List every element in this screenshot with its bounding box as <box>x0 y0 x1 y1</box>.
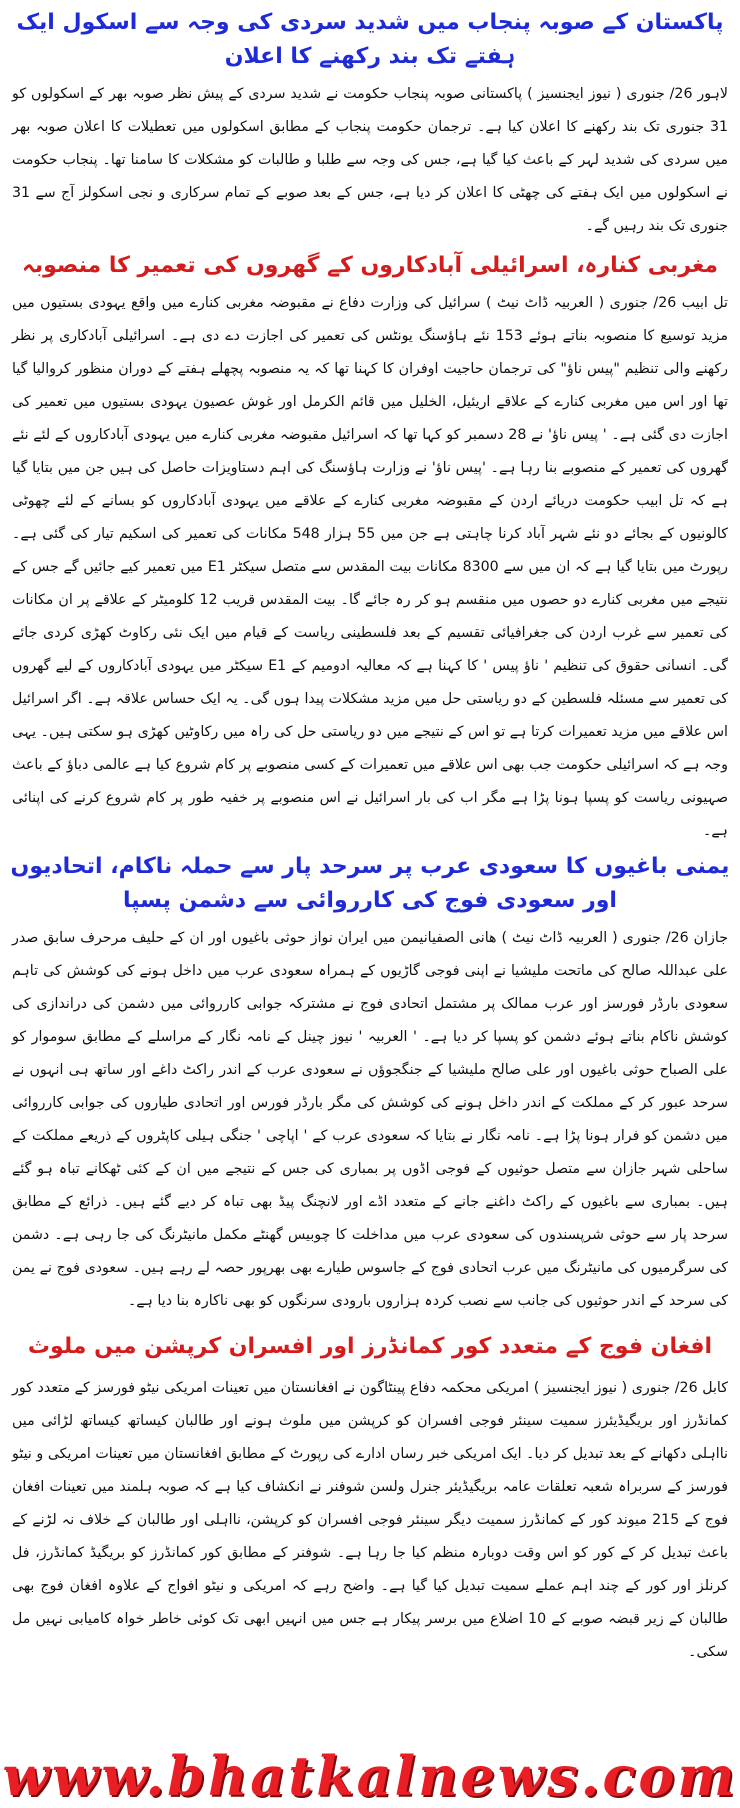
article-body: لاہور 26/ جنوری ( نیوز ایجنسیز ) پاکستانی صوبہ پنجاب حکومت نے شدید سردی کے پیش نظر صوبہ بھر کے اسکولوں کو 31 جنوری تک بند رکھنے کا اعلان کیا ہے۔ ترجمان حکومت پنجاب کے مطابق اسکولوں میں تعطیلات کا اعلان صوبہ بھر میں سردی کی شدید لہر کے باعث کیا گیا ہے، جس کی وجہ سے طلبا و طالبات کو مشکلات کا سامنا تھا۔ پنجاب حکومت نے اسکولوں میں ایک ہفتے کی چھٹی کا اعلان کر دیا ہے، جس کے بعد صوبے کے تمام سرکاری و نجی اسکولز آج سے 31 جنوری تک بند رہیں گے۔ <box>12 86 728 234</box>
watermark-url: www.bhatkalnews.com <box>2 1744 738 1808</box>
article-headline: مغربی کنارہ، اسرائیلی آبادکاروں کے گھروں کی تعمیر کا منصوبہ <box>21 253 719 278</box>
article-headline: یمنی باغیوں کا سعودی عرب پر سرحد پار سے حملہ ناکام، اتحادیوں اور سعودی فوج کی کارروائی سے دشمن پسپا <box>10 854 730 913</box>
article-yemen-saudi-border <box>8 848 732 1318</box>
article-afghan-army-corruption <box>8 1318 732 1669</box>
article-punjab-schools <box>8 0 732 243</box>
article-body: کابل 26/ جنوری ( نیوز ایجنسیز ) امریکی محکمہ دفاع پینٹاگون نے افغانستان میں تعینات امریکی نیٹو فورسز کے متعدد کور کمانڈرز اور بریگیڈیئرز سمیت سینئر فوجی افسران کو کرپشن میں ملوث ہونے اور طالبان کیساتھ کیساتھ لڑائی میں نااہلی دکھانے کے بعد تبدیل کر دیا۔ ایک امریکی خبر رساں ادارے کی رپورٹ کے مطابق افغانستان میں تعینات امریکی و نیٹو فورسز کے سربراہ شعبہ تعلقات عامہ بریگیڈیئر جنرل ولسن شوفنر نے انکشاف کیا ہے کہ صوبہ ہلمند میں تعینات افغان فوج کے 215 میوند کور کے کمانڈرز سمیت دیگر سینئر فوجی افسران کو کرپشن، نااہلی اور طالبان کے خلاف نہ لڑنے کے باعث تبدیل کر کے کور کو اس وقت دوبارہ منظم کیا جا رہا ہے۔ شوفنر کے مطابق کور کمانڈرز کو بریگیڈ کمانڈرز، فل کرنلز اور کور کے چند اہم عملے سمیت تبدیل کیا گیا ہے۔ واضح رہے کہ امریکی و نیٹو افواج کے علاوہ افغان فوج بھی طالبان کے زیر قبضہ صوبے کے 10 اضلاع میں برسر پیکار ہے جس میں انہیں ابھی تک کوئی خاطر خواہ کامیابی نہیں مل سکی۔ <box>12 1380 728 1660</box>
article-headline: افغان فوج کے متعدد کور کمانڈرز اور افسران کرپشن میں ملوث <box>27 1334 713 1359</box>
article-west-bank-settlements <box>8 243 732 848</box>
site-watermark <box>0 1744 740 1808</box>
article-body: جازان 26/ جنوری ( العربیہ ڈاٹ نیٹ ) ھانی الصفیانیمن میں ایران نواز حوثی باغیوں اور ان کے حلیف مرحرف سابق صدر علی عبداللہ صالح کی ماتحت ملیشیا نے اپنی فوجی گاڑیوں کے ہمراہ سعودی عرب میں داخل ہونے کی کوشش کی تاہم سعودی بارڈر فورسز اور عرب ممالک پر مشتمل اتحادی فوج نے مشترکہ جوابی کارروائی میں دشمن کی دراندازی کی کوشش ناکام بناتے ہوئے دشمن کو پسپا کر دیا ہے۔ ' العربیہ ' نیوز چینل کے نامہ نگار کے مراسلے کے مطابق سوموار کو علی الصباح حوثی باغیوں اور علی صالح ملیشیا کے جنگجوؤں نے سعودی عرب کے اندر راکٹ داغے اور ساتھ ہی انہوں نے سرحد عبور کر کے مملکت کے اندر داخل ہونے کی کوشش کی مگر بارڈر فورس اور اتحادی طیاروں کی جوابی کارروائی میں دشمن کو فرار ہونا پڑا ہے۔ نامہ نگار نے بتایا کہ سعودی عرب کے ' اپاچی ' جنگی ہیلی کاپٹروں کے ذریعے مملکت کے ساحلی شہر جازان سے متصل حوثیوں کے فوجی اڈوں پر بمباری کی جس کے نتیجے میں ان کے کئی ٹھکانے تباہ ہو گئے ہیں۔ بمباری سے باغیوں کے راکٹ داغنے جانے کے متعدد اڈے اور لانچنگ پیڈ بھی تباہ کر دیے گئے ہیں۔ ذرائع کے مطابق سرحد پار سے حوثی شرپسندوں کی سعودی عرب میں مداخلت کا چوبیس گھنٹے مکمل مانیٹرنگ کی جا رہی ہے۔ دشمن کی سرگرمیوں کی مانیٹرنگ میں عرب اتحادی فوج کے جاسوس طیارے بھی بھرپور حصہ لے رہے ہیں۔ سعودی فوج نے یمن کی سرحد کے اندر حوثیوں کی جانب سے نصب کردہ ہزاروں بارودی سرنگوں کو بھی ناکارہ بنا دیا ہے۔ <box>12 930 728 1309</box>
article-headline: پاکستان کے صوبہ پنجاب میں شدید سردی کی وجہ سے اسکول ایک ہفتے تک بند رکھنے کا اعلان <box>16 10 724 69</box>
article-body: تل ابیب 26/ جنوری ( العربیہ ڈاٹ نیٹ ) سرائیل کی وزارت دفاع نے مقبوضہ مغربی کنارے میں واقع یہودی بستیوں میں مزید توسیع کا منصوبہ بناتے ہوئے 153 نئے ہاؤسنگ یونٹس کی تعمیر کی اجازت دے دی ہے۔ اسرائیلی آبادکاری پر نظر رکھنے والی تنظیم "پیس ناؤ" کی ترجمان حاجیت اوفران کا کہنا تھا کہ یہ منصوبہ پچھلے ہفتے کے دوران منظور کروالیا گیا تھا اور اس میں مغربی کنارے کے علاقے اریئیل، الخلیل میں قائم الکرمل اور غوش عصیون یہودی بستیوں میں تعمیر کی اجازت دی گئی ہے۔ ' پیس ناؤ' نے 28 دسمبر کو کہا تھا کہ اسرائیل مقبوضہ مغربی کنارے میں یہودی آبادکاروں کے لئے نئے گھروں کی تعمیر کے منصوبے بنا رہا ہے۔ 'پیس ناؤ' نے وزارت ہاؤسنگ کی اہم دستاویزات حاصل کی ہیں جن میں بتایا گیا ہے کہ تل ابیب حکومت دریائے اردن کے مقبوضہ مغربی کنارے کے علاقے میں یہودی آبادکاروں کو بسانے کے لئے چھوٹی کالونیوں کے بجائے دو نئے شہر آباد کرنا چاہتی ہے جن میں 55 ہزار 548 مکانات کی تعمیر کی اسکیم تیار کی گئی ہے۔ رپورٹ میں بتایا گیا ہے کہ ان میں سے 8300 مکانات بیت المقدس سے متصل سیکٹر E1 میں تعمیر کیے جائیں گے جس کے نتیجے میں مغربی کنارے دو حصوں میں منقسم ہو کر رہ جائے گا۔ بیت المقدس قریب 12 کلومیٹر کے علاقے پر ان مکانات کی تعمیر سے غرب اردن کی جغرافیائی تقسیم کے بعد فلسطینی ریاست کے قیام میں ایک نئی رکاوٹ کھڑی کردی جائے گی۔ انسانی حقوق کی تنظیم ' ناؤ پیس ' کا کہنا ہے کہ معالیہ ادومیم کے E1 سیکٹر میں یہودی آبادکاروں کے لیے گھروں کی تعمیر سے مسئلہ فلسطین کے دو ریاستی حل میں مزید مشکلات پیدا ہوں گی۔ یہ ایک حساس علاقہ ہے۔ اگر اسرائیل اس علاقے میں مزید تعمیرات کرتا ہے تو اس کے نتیجے میں دو ریاستی حل کی راہ میں رکاوٹیں کھڑی ہو سکتی ہیں۔ یہی وجہ ہے کہ اسرائیلی حکومت جب بھی اس علاقے میں تعمیرات کے کسی منصوبے پر کام شروع کیا ہے عالمی دباؤ کے باعث صہیونی ریاست کو پسپا ہونا پڑا ہے مگر اب کی بار اسرائیل نے اس منصوبے پر خفیہ طور پر کام شروع کرنے کی اپنائی ہے۔ <box>12 295 729 839</box>
